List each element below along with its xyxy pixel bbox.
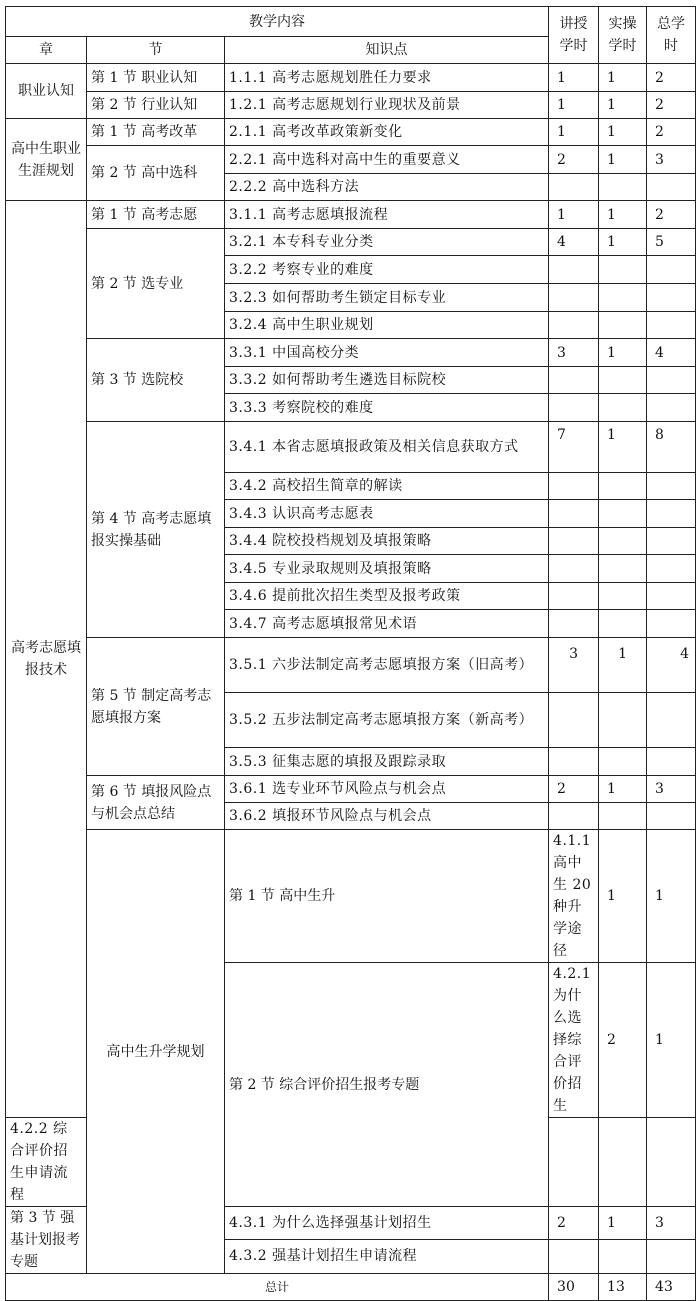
empty-cell xyxy=(599,555,647,583)
total-hours-cell: 5 xyxy=(647,229,696,256)
total-hours-cell: 3 xyxy=(647,1207,696,1240)
knowledge-point-cell: 3.2.2 考察专业的难度 xyxy=(225,256,549,284)
practice-hours-cell: 1 xyxy=(599,422,647,473)
empty-cell xyxy=(599,693,647,748)
section-cell: 第 2 节 综合评价招生报考专题 xyxy=(225,963,549,1207)
lecture-hours-cell: 1 xyxy=(549,201,599,229)
lecture-hours-cell: 2 xyxy=(549,1207,599,1240)
empty-cell xyxy=(599,748,647,776)
knowledge-point-cell: 4.2.1 为什么选择综合评价招生 xyxy=(549,963,599,1118)
practice-hours-cell: 1 xyxy=(647,963,696,1118)
empty-cell xyxy=(599,528,647,555)
empty-cell xyxy=(599,312,647,339)
teaching-content-header: 教学内容 xyxy=(6,7,549,37)
total-hours-cell: 4 xyxy=(647,638,696,693)
empty-cell xyxy=(647,284,696,312)
chapter-cell: 职业认知 xyxy=(6,64,87,119)
curriculum-table xyxy=(5,6,696,1301)
empty-cell xyxy=(647,748,696,776)
section-cell: 第 2 节 行业认知 xyxy=(87,92,225,119)
empty-cell xyxy=(549,473,599,500)
empty-cell xyxy=(549,555,599,583)
knowledge-point-cell: 3.4.5 专业录取规则及填报策略 xyxy=(225,555,549,583)
section-cell: 第 1 节 高考改革 xyxy=(87,119,225,146)
empty-cell xyxy=(599,284,647,312)
knowledge-point-cell: 4.1.1 高中生 20 种升学途径 xyxy=(549,830,599,963)
empty-cell xyxy=(647,1118,696,1207)
knowledge-point-cell: 3.3.3 考察院校的难度 xyxy=(225,394,549,422)
empty-cell xyxy=(549,803,599,830)
empty-cell xyxy=(599,803,647,830)
empty-cell xyxy=(549,528,599,555)
total-hours-cell: 2 xyxy=(647,92,696,119)
lecture-hours-cell: 1 xyxy=(549,119,599,146)
empty-cell xyxy=(647,174,696,201)
lecture-hours-cell: 7 xyxy=(549,422,599,473)
practice-hours-cell: 1 xyxy=(599,339,647,367)
empty-cell xyxy=(549,583,599,610)
section-cell: 第 3 节 选院校 xyxy=(87,339,225,422)
section-header: 节 xyxy=(87,37,225,64)
lecture-hours-header: 讲授 学时 xyxy=(549,7,599,64)
grand-total-lecture: 30 xyxy=(549,1274,599,1301)
lecture-hours-cell: 3 xyxy=(549,638,599,693)
knowledge-point-cell: 3.5.2 五步法制定高考志愿填报方案（新高考） xyxy=(225,693,549,748)
empty-cell xyxy=(549,610,599,638)
knowledge-point-cell: 3.3.2 如何帮助考生遴选目标院校 xyxy=(225,367,549,394)
empty-cell xyxy=(647,394,696,422)
empty-cell xyxy=(549,284,599,312)
empty-cell xyxy=(599,500,647,528)
practice-hours-cell: 1 xyxy=(599,92,647,119)
empty-cell xyxy=(647,583,696,610)
practice-hours-cell: 1 xyxy=(647,830,696,963)
practice-hours-cell: 1 xyxy=(599,229,647,256)
knowledge-point-cell: 2.2.2 高中选科方法 xyxy=(225,174,549,201)
knowledge-point-cell: 3.4.6 提前批次招生类型及报考政策 xyxy=(225,583,549,610)
empty-cell xyxy=(549,174,599,201)
knowledge-point-cell: 2.2.1 高中选科对高中生的重要意义 xyxy=(225,146,549,174)
empty-cell xyxy=(647,555,696,583)
chapter-header: 章 xyxy=(6,37,87,64)
total-hours-cell: 2 xyxy=(647,201,696,229)
knowledge-point-cell: 1.2.1 高考志愿规划行业现状及前景 xyxy=(225,92,549,119)
chapter-cell: 高中生职业生涯规划 xyxy=(6,119,87,201)
lecture-hours-cell: 1 xyxy=(549,92,599,119)
lecture-hours-cell: 3 xyxy=(549,339,599,367)
lecture-hours-cell: 2 xyxy=(599,963,647,1118)
total-hours-cell: 4 xyxy=(647,339,696,367)
knowledge-point-cell: 3.5.3 征集志愿的填报及跟踪录取 xyxy=(225,748,549,776)
empty-cell xyxy=(647,473,696,500)
knowledge-point-cell: 4.3.2 强基计划招生申请流程 xyxy=(225,1239,549,1273)
empty-cell xyxy=(549,1118,599,1207)
grand-total-practice: 13 xyxy=(599,1274,647,1301)
knowledge-point-cell: 3.2.3 如何帮助考生锁定目标专业 xyxy=(225,284,549,312)
knowledge-point-cell: 3.6.2 填报环节风险点与机会点 xyxy=(225,803,549,830)
empty-cell xyxy=(599,610,647,638)
empty-cell xyxy=(599,367,647,394)
empty-cell xyxy=(647,367,696,394)
empty-cell xyxy=(647,256,696,284)
empty-cell xyxy=(647,312,696,339)
lecture-hours-cell: 2 xyxy=(549,146,599,174)
empty-cell xyxy=(599,174,647,201)
empty-cell xyxy=(549,256,599,284)
empty-cell xyxy=(599,394,647,422)
total-hours-cell: 3 xyxy=(647,146,696,174)
knowledge-point-cell: 3.4.1 本省志愿填报政策及相关信息获取方式 xyxy=(225,422,549,473)
practice-hours-cell: 1 xyxy=(599,64,647,92)
knowledge-point-cell: 4.2.2 综合评价招生申请流程 xyxy=(6,1118,87,1207)
lecture-hours-cell: 4 xyxy=(549,229,599,256)
knowledge-point-cell: 3.4.2 高校招生简章的解读 xyxy=(225,473,549,500)
practice-hours-cell: 1 xyxy=(599,776,647,803)
empty-cell xyxy=(549,312,599,339)
practice-hours-cell: 1 xyxy=(599,638,647,693)
section-cell: 第 2 节 高中选科 xyxy=(87,146,225,201)
knowledge-point-cell: 3.6.1 选专业环节风险点与机会点 xyxy=(225,776,549,803)
section-cell: 第 3 节 强基计划报考专题 xyxy=(6,1207,87,1274)
empty-cell xyxy=(549,693,599,748)
total-hours-cell: 8 xyxy=(647,422,696,473)
knowledge-point-cell: 3.4.7 高考志愿填报常见术语 xyxy=(225,610,549,638)
section-cell: 第 1 节 高考志愿 xyxy=(87,201,225,229)
practice-hours-cell: 1 xyxy=(599,146,647,174)
section-cell: 第 5 节 制定高考志愿填报方案 xyxy=(87,638,225,776)
empty-cell xyxy=(599,473,647,500)
lecture-hours-cell: 2 xyxy=(549,776,599,803)
grand-total-label: 总计 xyxy=(6,1274,549,1301)
lecture-hours-cell: 1 xyxy=(549,64,599,92)
empty-cell xyxy=(647,610,696,638)
knowledge-point-cell: 3.4.3 认识高考志愿表 xyxy=(225,500,549,528)
section-cell: 第 1 节 高中生升 xyxy=(225,830,549,963)
total-hours-header: 总学 时 xyxy=(647,7,696,64)
empty-cell xyxy=(647,500,696,528)
practice-hours-cell: 1 xyxy=(599,1207,647,1240)
knowledge-point-cell: 3.2.4 高中生职业规划 xyxy=(225,312,549,339)
empty-cell xyxy=(549,367,599,394)
empty-cell xyxy=(647,1239,696,1273)
knowledge-point-cell: 1.1.1 高考志愿规划胜任力要求 xyxy=(225,64,549,92)
knowledge-point-header: 知识点 xyxy=(225,37,549,64)
knowledge-point-cell: 3.4.4 院校投档规划及填报策略 xyxy=(225,528,549,555)
section-cell: 第 4 节 高考志愿填报实操基础 xyxy=(87,422,225,638)
section-cell: 第 2 节 选专业 xyxy=(87,229,225,339)
section-cell: 第 6 节 填报风险点与机会点总结 xyxy=(87,776,225,830)
knowledge-point-cell: 2.1.1 高考改革政策新变化 xyxy=(225,119,549,146)
empty-cell xyxy=(599,256,647,284)
knowledge-point-cell: 3.2.1 本专科专业分类 xyxy=(225,229,549,256)
chapter-cell: 高中生升学规划 xyxy=(87,830,225,1274)
empty-cell xyxy=(549,748,599,776)
empty-cell xyxy=(599,1118,647,1207)
grand-total-hours: 43 xyxy=(647,1274,696,1301)
empty-cell xyxy=(647,803,696,830)
total-hours-cell: 3 xyxy=(647,776,696,803)
empty-cell xyxy=(549,500,599,528)
empty-cell xyxy=(647,528,696,555)
empty-cell xyxy=(647,693,696,748)
empty-cell xyxy=(549,1239,599,1273)
knowledge-point-cell: 3.3.1 中国高校分类 xyxy=(225,339,549,367)
empty-cell xyxy=(599,1239,647,1273)
knowledge-point-cell: 4.3.1 为什么选择强基计划招生 xyxy=(225,1207,549,1240)
empty-cell xyxy=(599,583,647,610)
total-hours-cell: 2 xyxy=(647,119,696,146)
practice-hours-header: 实操 学时 xyxy=(599,7,647,64)
lecture-hours-cell: 1 xyxy=(599,830,647,963)
practice-hours-cell: 1 xyxy=(599,201,647,229)
practice-hours-cell: 1 xyxy=(599,119,647,146)
chapter-cell: 高考志愿填报技术 xyxy=(6,201,87,1118)
knowledge-point-cell: 3.1.1 高考志愿填报流程 xyxy=(225,201,549,229)
empty-cell xyxy=(549,394,599,422)
knowledge-point-cell: 3.5.1 六步法制定高考志愿填报方案（旧高考） xyxy=(225,638,549,693)
section-cell: 第 1 节 职业认知 xyxy=(87,64,225,92)
total-hours-cell: 2 xyxy=(647,64,696,92)
